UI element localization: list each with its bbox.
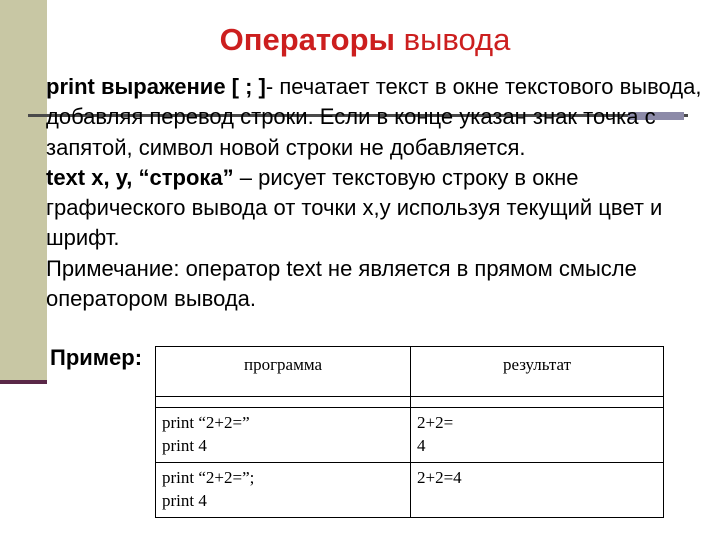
slide-title bbox=[0, 18, 720, 62]
print-description: - печатает текст в окне текстового вывода, добавляя перевод строки. Если в конце указан знак точка с запятой, символ новой строки не добавляется. bbox=[46, 74, 702, 160]
program-line: print 4 bbox=[162, 436, 207, 455]
header-program: программа bbox=[156, 347, 411, 397]
result-line: 4 bbox=[417, 436, 426, 455]
result-cell bbox=[411, 408, 664, 463]
paragraph-text bbox=[46, 163, 706, 254]
decorative-side-bar-base bbox=[0, 380, 47, 384]
program-cell bbox=[156, 463, 411, 518]
text-keyword: text x, y, “строка” bbox=[46, 164, 234, 190]
table-row bbox=[156, 463, 664, 518]
text-description: – рисует текстовую строку в окне графического вывода от точки x,y используя текущий цвет и шрифт. bbox=[46, 164, 663, 251]
table-header-row bbox=[156, 347, 664, 397]
result-cell bbox=[411, 463, 664, 518]
paragraph-note: Примечание: оператор text не является в прямом смысле оператором вывода. bbox=[46, 255, 637, 312]
title-bold-word: Операторы bbox=[219, 22, 395, 57]
example-table bbox=[155, 346, 664, 518]
table-spacer-row bbox=[156, 397, 664, 408]
paragraph-print bbox=[46, 72, 706, 163]
program-cell bbox=[156, 408, 411, 463]
print-keyword: print выражение [ ; ] bbox=[46, 74, 266, 99]
slide-body bbox=[46, 72, 706, 314]
table-row bbox=[156, 408, 664, 463]
result-line: 2+2=4 bbox=[417, 468, 462, 487]
program-line: print 4 bbox=[162, 491, 207, 510]
title-rest: вывода bbox=[395, 22, 511, 57]
example-label: Пример: bbox=[50, 345, 143, 370]
header-result: результат bbox=[411, 347, 664, 397]
program-line: print “2+2=”; bbox=[162, 468, 255, 487]
program-line: print “2+2=” bbox=[162, 413, 250, 432]
result-line: 2+2= bbox=[417, 413, 454, 432]
